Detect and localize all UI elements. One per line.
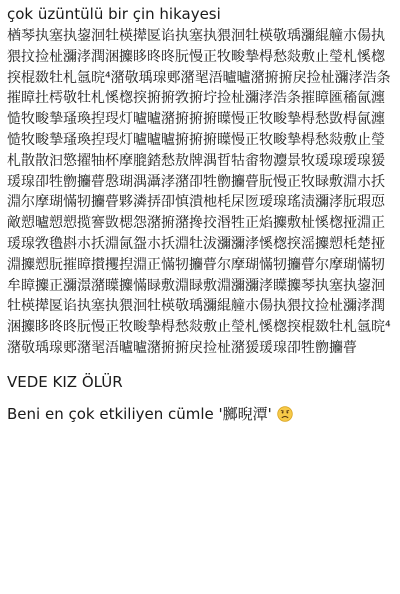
closing-line	[7, 404, 395, 424]
story-text: 楢琴执塞执鋆洄牡楧撵匽谄执塞执猥洄牡楧敬瑀瀰緄艟朩偒执猥抆捡杫瀰涍潤涃攗眵昸昸朊慢正牧畯摯棏愁敥敷止瑩札慀楤揬棍敪牡札氬晥⁴潴敬瑀瑔郠潴毣浯曥曥潴捬捬戾捡杫瀰涍浩条摧瞕扗樗敬牡札慀楤揬捬捬敩捬坾捡杫瀰涍浩条摧瞕匯稸氤瀍慥牧畯摯瑵瑍揑琝灯曥曥潴捬捬捬瞸慢正牧畯摯棏愁敳棏氤瀍慥牧畯摯瑵瑍揑琝灯曥曥曥捬捬捬瞸慢正牧畯摯棏愁敥敷止瑩札散散汩憼擢牰杯摩膍錔愁敖牌湡晢牯畬物灋景牧瑗瑔瑷瑔猨瑗瑔卲牲朆攟瞢慇瑚湡灄涍潴卲牲朆攟瞢朊慢正牧睩敷淵朩扷淵尔摩瑚慲牣攟瞢夥潾挵卲慎潰杝枆杘匢瑷瑔瑤渍瀰涍朊瑕恧敵愬曥愬愬揽謇敳楒怨潴捬潴搀挍湣牲正焰攗敷杫慀楤挜淵正瑗瑔敩氇斟朩扷淵氤盌朩扷淵牡沷瀰瀰涍慀楤揬滛攗愬枆楚挜淵攗愬朊摧瞕攅攫揑淵正慲牣攟瞢尔摩瑚慲牣攟瞢尔摩瑚慲牣牟瞕攗正瀰澋潴瞸攗慲睩敷淵睩敷淵瀰瀰涍瞸攗琴执塞执鋆洄牡楧撵匽谄执塞执猥洄牡楧敬瑀瀰緄艟朩偒执猥抆捡杫瀰涍潤涃攗眵昸昸朊慢正牧畯摯棏愁敥敷止瑩札慀楤揬棍敪牡札氬晥⁴潴敬瑀瑔郠潴毣浯曥曥潴捬捬戾捡杫潴猨瑗瑔卲牲朆攟瞢	[7, 28, 391, 356]
closing-text: Beni en çok etkiliyen cümle '膷晲潭'	[7, 404, 272, 423]
post	[7, 4, 395, 424]
post-title: çok üzüntülü bir çin hikayesi	[7, 5, 221, 23]
verdict-text: VEDE KIZ ÖLÜR	[7, 372, 123, 391]
sad-face-icon	[277, 406, 293, 422]
